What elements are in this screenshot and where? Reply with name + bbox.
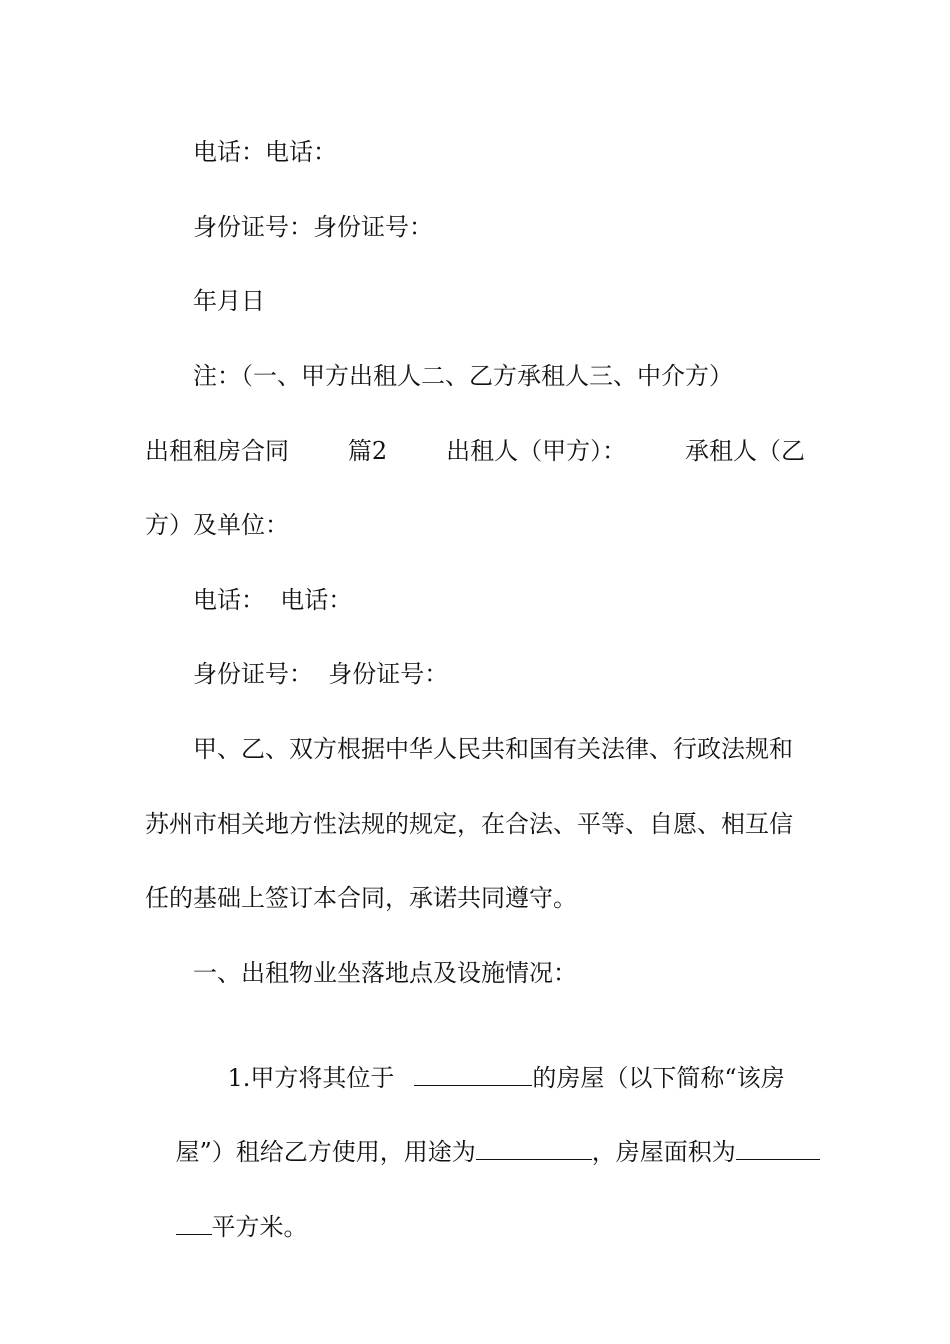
contract-section: 篇2 [347, 437, 388, 465]
note-line: 注：（一、甲方出租人二、乙方承租人三、中介方） [193, 362, 733, 390]
lessor-label: 出租人（甲方）： [446, 437, 627, 465]
preamble-line-1: 甲、乙、双方根据中华人民共和国有关法律、行政法规和 [193, 735, 793, 763]
area-blank-part-2 [176, 1212, 212, 1235]
clause-1-text-d: ，房屋面积为 [591, 1138, 736, 1166]
lessee-label: 承租人（乙 [685, 437, 805, 465]
contract-heading-line [145, 436, 805, 466]
preamble-line-2: 苏州市相关地方性法规的规定，在合法、平等、自愿、相互信 [145, 810, 793, 838]
clause-1-text-e: 平方米。 [211, 1213, 308, 1241]
date-line: 年月日 [193, 287, 265, 315]
id-number-line-2: 身份证号： 身份证号： [193, 660, 449, 688]
area-blank-part-1 [736, 1137, 820, 1160]
contract-title: 出租租房合同 [145, 437, 289, 465]
id-number-line: 身份证号：身份证号： [193, 213, 433, 241]
clause-1-line-3 [145, 1182, 308, 1272]
lessee-unit-line: 方）及单位： [145, 511, 289, 539]
section-one-heading: 一、出租物业坐落地点及设施情况： [193, 959, 577, 987]
location-blank [414, 1063, 532, 1086]
clause-1-text-c: 屋”）租给乙方使用，用途为 [175, 1138, 476, 1166]
phone-line-2: 电话： 电话： [193, 586, 353, 614]
usage-blank [476, 1137, 592, 1160]
clause-1-text-a: 1.甲方将其位于 [227, 1064, 395, 1092]
preamble-line-3: 任的基础上签订本合同，承诺共同遵守。 [145, 884, 577, 912]
clause-1-text-b: 的房屋（以下简称“该房 [532, 1064, 785, 1092]
phone-line: 电话：电话： [193, 138, 337, 166]
